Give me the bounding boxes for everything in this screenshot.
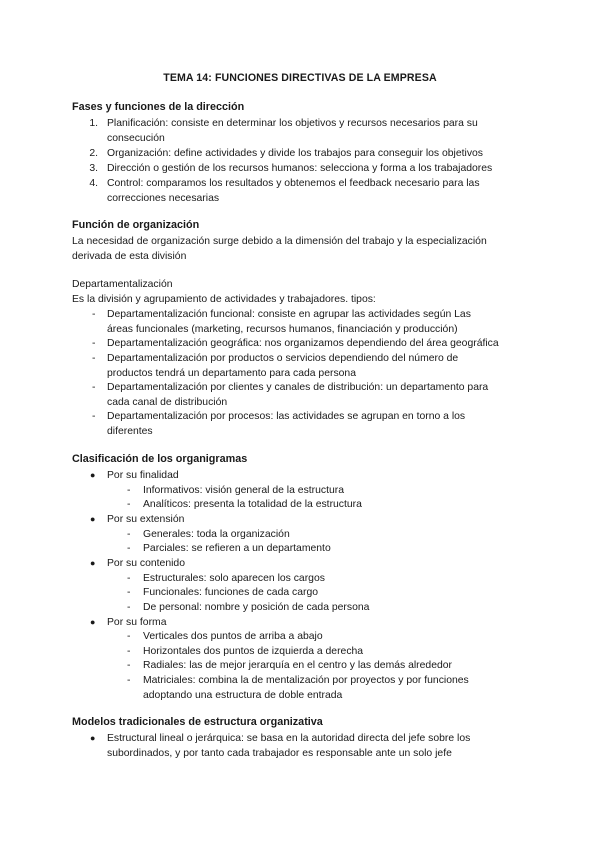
subheading-departamentalizacion: Departamentalización bbox=[72, 279, 173, 290]
sub-item-text: Parciales: se refieren a un departamento bbox=[143, 543, 331, 554]
item-text: productos tendrá un departamento para cada persona bbox=[107, 368, 356, 379]
item-number: 1. bbox=[89, 118, 98, 129]
item-text: Planificación: consiste en determinar los objetivos y recursos necesarios para su bbox=[107, 118, 478, 129]
dash-marker: - bbox=[127, 602, 131, 613]
bullet-marker: ● bbox=[90, 617, 96, 627]
dash-marker: - bbox=[127, 675, 131, 686]
item-text: Departamentalización funcional: consiste en agrupar las actividades según Las bbox=[107, 309, 471, 320]
item-text: diferentes bbox=[107, 426, 153, 437]
item-text: cada canal de distribución bbox=[107, 397, 228, 408]
sub-item-text: Funcionales: funciones de cada cargo bbox=[143, 587, 319, 598]
dash-marker: - bbox=[92, 411, 96, 422]
item-text: Control: comparamos los resultados y obtenemos el feedback necesario para las bbox=[107, 178, 480, 189]
item-text: subordinados, y por tanto cada trabajador es responsable ante un solo jefe bbox=[107, 748, 452, 759]
sub-item-text: Verticales dos puntos de arriba a abajo bbox=[143, 631, 323, 642]
bullet-marker: ● bbox=[90, 514, 96, 524]
sub-item-text: Analíticos: presenta la totalidad de la estructura bbox=[143, 499, 362, 510]
bullet-label: Por su finalidad bbox=[107, 470, 179, 481]
item-text: Departamentalización por clientes y canales de distribución: un departamento para bbox=[107, 382, 489, 393]
item-text: Departamentalización por productos o servicios dependiendo del número de bbox=[107, 353, 459, 364]
sub-item-text: Estructurales: solo aparecen los cargos bbox=[143, 573, 325, 584]
bullet-label: Por su extensión bbox=[107, 514, 185, 525]
bullet-label: Por su forma bbox=[107, 617, 167, 628]
item-text: áreas funcionales (marketing, recursos humanos, financiación y producción) bbox=[107, 324, 458, 335]
item-text: Organización: define actividades y divide los trabajos para conseguir los objetivos bbox=[107, 148, 484, 159]
dash-marker: - bbox=[127, 485, 131, 496]
dash-marker: - bbox=[92, 382, 96, 393]
sub-item-text: Horizontales dos puntos de izquierda a derecha bbox=[143, 646, 364, 657]
section-heading-modelos: Modelos tradicionales de estructura organizativa bbox=[72, 716, 323, 728]
item-text: correcciones necesarias bbox=[107, 193, 220, 204]
dash-marker: - bbox=[127, 587, 131, 598]
sub-item-text: Generales: toda la organización bbox=[143, 529, 290, 540]
dash-marker: - bbox=[92, 309, 96, 320]
item-text: Departamentalización por procesos: las actividades se agrupan en torno a los bbox=[107, 411, 466, 422]
bullet-marker: ● bbox=[90, 558, 96, 568]
dash-marker: - bbox=[127, 660, 131, 671]
sub-item-text: Matriciales: combina la de mentalización por proyectos y por funciones bbox=[143, 675, 469, 686]
bullet-marker: ● bbox=[90, 733, 96, 743]
dash-marker: - bbox=[127, 543, 131, 554]
item-number: 3. bbox=[89, 163, 98, 174]
bullet-label: Por su contenido bbox=[107, 558, 185, 569]
dash-marker: - bbox=[92, 353, 96, 364]
section-heading-fases: Fases y funciones de la dirección bbox=[72, 101, 245, 113]
dash-marker: - bbox=[92, 338, 96, 349]
dash-marker: - bbox=[127, 499, 131, 510]
paragraph-line: derivada de esta división bbox=[72, 251, 187, 262]
item-text: consecución bbox=[107, 133, 165, 144]
sub-item-text: Informativos: visión general de la estructura bbox=[143, 485, 344, 496]
sub-item-text: Radiales: las de mejor jerarquía en el centro y las demás alrededor bbox=[143, 660, 452, 671]
bullet-marker: ● bbox=[90, 470, 96, 480]
dash-marker: - bbox=[127, 529, 131, 540]
item-text: Dirección o gestión de los recursos humanos: selecciona y forma a los trabajadores bbox=[107, 163, 493, 174]
item-text: Departamentalización geográfica: nos organizamos dependiendo del área geográfica bbox=[107, 338, 499, 349]
paragraph-line: La necesidad de organización surge debido a la dimensión del trabajo y la especialización bbox=[72, 236, 487, 247]
sub-item-text: adoptando una estructura de doble entrada bbox=[143, 690, 343, 701]
document-title: TEMA 14: FUNCIONES DIRECTIVAS DE LA EMPRESA bbox=[163, 72, 437, 84]
dash-marker: - bbox=[127, 573, 131, 584]
sub-item-text: De personal: nombre y posición de cada persona bbox=[143, 602, 370, 613]
dash-marker: - bbox=[127, 631, 131, 642]
dash-marker: - bbox=[127, 646, 131, 657]
item-text: Estructural lineal o jerárquica: se basa en la autoridad directa del jefe sobre los bbox=[107, 733, 471, 744]
paragraph-line: Es la división y agrupamiento de actividades y trabajadores. tipos: bbox=[72, 294, 376, 305]
item-number: 4. bbox=[89, 178, 98, 189]
section-heading-organizacion: Función de organización bbox=[72, 219, 200, 231]
section-heading-organigramas: Clasificación de los organigramas bbox=[72, 453, 248, 465]
item-number: 2. bbox=[89, 148, 98, 159]
